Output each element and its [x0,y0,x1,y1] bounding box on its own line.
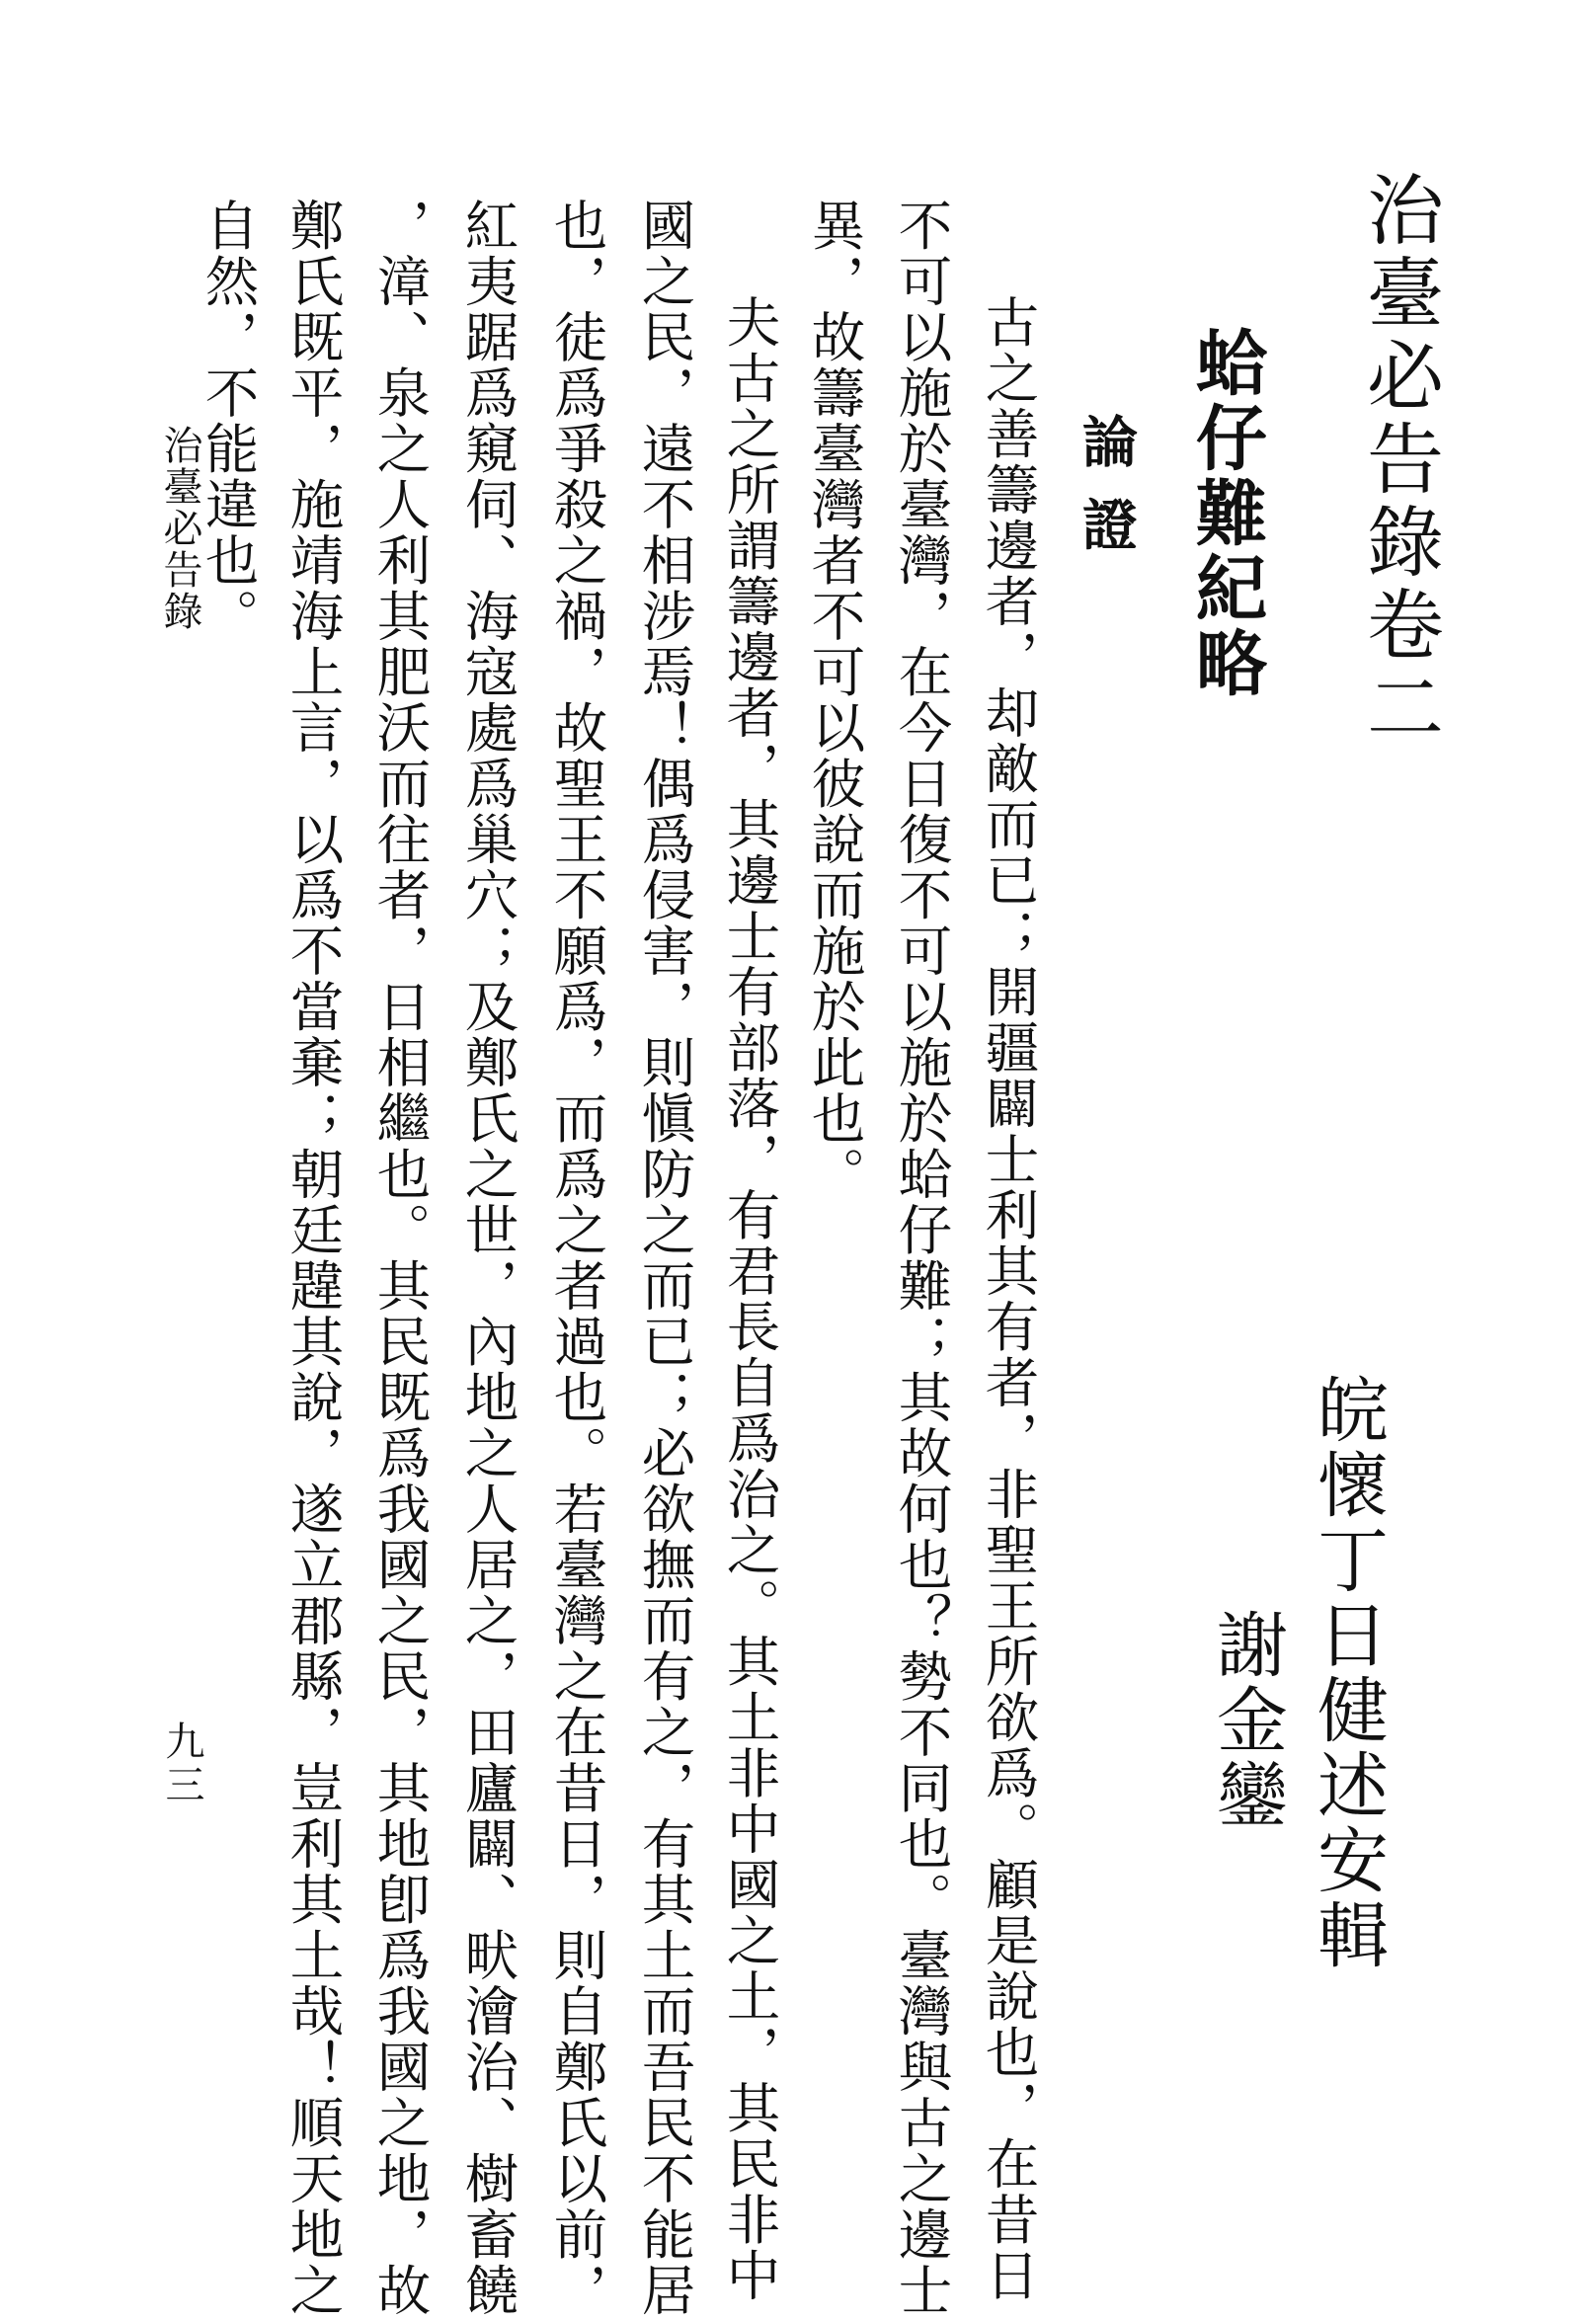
page-number: 九三 [159,1721,204,1807]
body-column-8: ，漳、泉之人利其肥沃而往者，日相繼也。其民既爲我國之民，其地卽爲我國之地，故 [367,198,432,2318]
body-column-10: 自然，不能違也。 [196,198,260,644]
body-column-7: 紅夷踞爲窺伺、海寇處爲巢穴；及鄭氏之世，內地之人居之，田廬闢、畎澮治、樹畜饒 [455,198,519,2318]
body-column-3: 異，故籌臺灣者不可以彼說而施於此也。 [802,198,866,1202]
body-column-6: 也，徒爲爭殺之禍，故聖王不願爲，而爲之者過也。若臺灣之在昔日，則自鄭氏以前， [544,198,608,2318]
section-title: 蛤仔難紀略 [1184,326,1268,701]
author-line-2: 謝金鑾 [1205,1608,1288,1833]
book-title: 治臺必告錄卷二 [1354,170,1443,751]
author-line-1: 皖懷丁日健述安輯 [1306,1373,1389,1973]
body-column-9: 鄭氏既平，施靖海上言，以爲不當棄；朝廷韙其說，遂立郡縣，豈利其土哉！順天地之 [280,198,345,2318]
section-subtitle: 論證 [1074,413,1139,579]
running-title: 治臺必告錄 [157,425,202,632]
body-column-2: 不可以施於臺灣，在今日復不可以施於蛤仔難；其故何也？勢不同也。臺灣與古之邊士 [889,198,953,2318]
body-column-4: 夫古之所謂籌邊者，其邊士有部落，有君長自爲治之。其土非中國之土，其民非中 [717,294,781,2303]
body-column-1: 古之善籌邊者，却敵而已；開疆闢士利其有者，非聖王所欲爲。顧是說也，在昔日 [976,294,1040,2303]
body-column-5: 國之民，遠不相涉焉！偶爲侵害，則愼防之而已；必欲撫而有之，有其土而吾民不能居 [632,198,696,2318]
